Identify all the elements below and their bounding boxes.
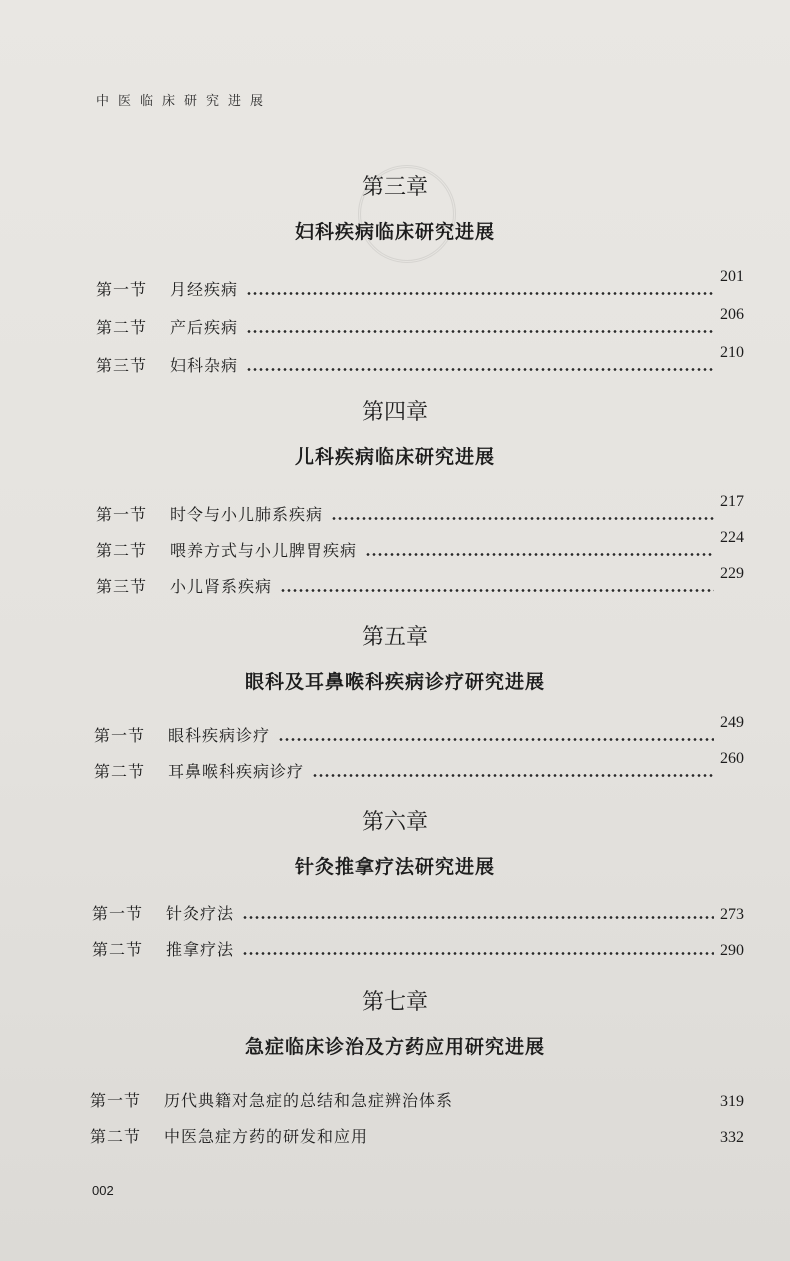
section-label: 第三节	[96, 356, 148, 375]
page-number: 201	[720, 268, 744, 285]
dot-leader	[242, 952, 714, 955]
section-title: 历代典籍对急症的总结和急症辨治体系	[164, 1091, 454, 1110]
chapter-heading	[0, 170, 790, 244]
chapter-heading	[0, 395, 790, 469]
section-title: 产后疾病	[170, 318, 239, 337]
section-label: 第一节	[90, 1091, 142, 1110]
section-title: 喂养方式与小儿脾胃疾病	[170, 541, 358, 560]
section-label: 第一节	[96, 505, 148, 524]
section-title: 中医急症方药的研发和应用	[164, 1127, 369, 1146]
chapter-number: 第三章	[361, 175, 428, 200]
section-title: 针灸疗法	[166, 904, 235, 923]
chapter-heading	[0, 985, 790, 1059]
chapter-number: 第六章	[361, 810, 428, 835]
section-label: 第一节	[92, 904, 144, 923]
section-title: 月经疾病	[170, 280, 239, 299]
toc-entry[interactable]	[92, 934, 744, 960]
toc-entry[interactable]	[92, 898, 744, 924]
chapter-number: 第五章	[361, 625, 428, 650]
chapter-number: 第四章	[361, 400, 428, 425]
chapter-title: 妇科疾病临床研究进展	[294, 221, 495, 243]
toc-entry[interactable]	[96, 344, 744, 376]
page-number: 260	[720, 750, 744, 767]
toc-entry[interactable]	[94, 750, 744, 782]
page-number: 206	[720, 306, 744, 323]
section-title: 耳鼻喉科疾病诊疗	[168, 762, 305, 781]
toc-entry[interactable]	[94, 714, 744, 746]
chapter-title: 急症临床诊治及方药应用研究进展	[244, 1036, 545, 1058]
section-label: 第一节	[94, 726, 146, 745]
page-number: 332	[720, 1129, 744, 1146]
running-head: 中医临床研究进展	[96, 94, 273, 109]
section-label: 第一节	[96, 280, 148, 299]
dot-leader	[246, 292, 714, 295]
section-label: 第三节	[96, 577, 148, 596]
section-title: 眼科疾病诊疗	[168, 726, 271, 745]
toc-entry[interactable]	[96, 565, 744, 597]
page-number: 217	[720, 493, 744, 510]
page-number: 273	[720, 906, 744, 923]
chapter-heading	[0, 805, 790, 879]
chapter-title: 眼科及耳鼻喉科疾病诊疗研究进展	[244, 671, 545, 693]
section-title: 小儿肾系疾病	[170, 577, 273, 596]
page-number: 290	[720, 942, 744, 959]
toc-entry[interactable]	[96, 268, 744, 300]
section-title: 推拿疗法	[166, 940, 235, 959]
chapter-title: 针灸推拿疗法研究进展	[294, 856, 495, 878]
page-number: 229	[720, 565, 744, 582]
dot-leader	[312, 774, 714, 777]
chapter-heading	[0, 620, 790, 694]
section-title: 时令与小儿肺系疾病	[170, 505, 324, 524]
page-folio: 002	[92, 1183, 114, 1198]
toc-entry[interactable]	[96, 306, 744, 338]
dot-leader	[246, 330, 714, 333]
chapter-number: 第七章	[361, 990, 428, 1015]
dot-leader	[280, 589, 714, 592]
toc-entry[interactable]	[90, 1121, 744, 1147]
section-label: 第二节	[94, 762, 146, 781]
page-number: 224	[720, 529, 744, 546]
toc-entry[interactable]	[96, 493, 744, 525]
section-label: 第二节	[96, 541, 148, 560]
section-title: 妇科杂病	[170, 356, 239, 375]
dot-leader	[278, 738, 714, 741]
page-number: 210	[720, 344, 744, 361]
section-label: 第二节	[90, 1127, 142, 1146]
dot-leader	[246, 368, 714, 371]
dot-leader	[365, 553, 714, 556]
toc-entry[interactable]	[90, 1085, 744, 1111]
toc-entry[interactable]	[96, 529, 744, 561]
dot-leader	[242, 916, 714, 919]
page-number: 249	[720, 714, 744, 731]
chapter-title: 儿科疾病临床研究进展	[294, 446, 495, 468]
dot-leader	[331, 517, 714, 520]
page-number: 319	[720, 1093, 744, 1110]
section-label: 第二节	[92, 940, 144, 959]
section-label: 第二节	[96, 318, 148, 337]
